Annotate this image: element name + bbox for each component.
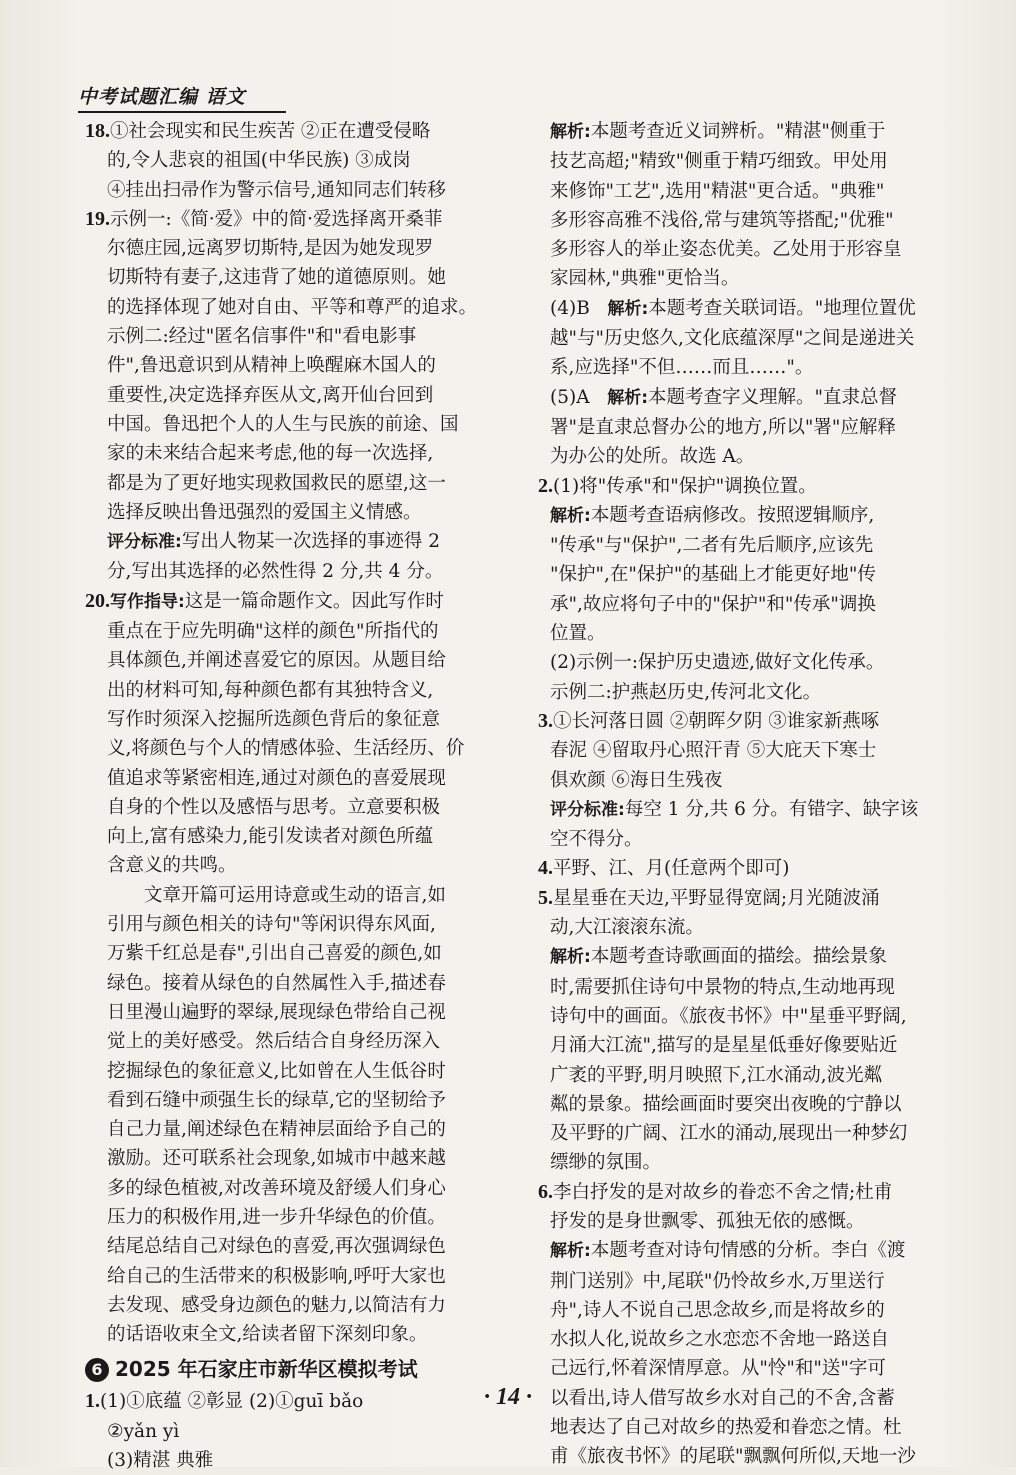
- score-label: 评分标准:: [107, 532, 182, 553]
- answer-20: [85, 587, 523, 1350]
- answer-1: [85, 1387, 523, 1475]
- section-title: 2025 年石家庄市新华区模拟考试: [115, 1357, 418, 1382]
- text-line: 示例二:经过"匿名信事件"和"看电影事: [107, 326, 417, 348]
- text-line: 系,应选择"不但……而且……"。: [550, 357, 814, 379]
- analysis-label: 解析:: [607, 387, 649, 408]
- text-line: 多形容高雅不浅俗,常与建筑等搭配;"优雅": [550, 209, 894, 231]
- text-line: (1)①底蕴 ②彰显 (2)①guī bǎo: [100, 1391, 364, 1413]
- page-header: [78, 84, 288, 114]
- text-line: 舟",诗人不说自己思念故乡,而是将故乡的: [550, 1299, 885, 1321]
- text-line: 尔德庄园,远离罗切斯特,是因为她发现罗: [107, 238, 434, 260]
- section-heading: [85, 1353, 523, 1385]
- text-line: 时,需要抓住诗句中景物的特点,生动地再现: [550, 976, 895, 998]
- answer-19: [85, 205, 523, 587]
- text-line: ①长河落日圆 ②朝晖夕阴 ③谁家新燕啄: [553, 710, 880, 732]
- header-rule: [78, 111, 286, 113]
- text-line: 选择反映出鲁迅强烈的爱国主义情感。: [107, 501, 422, 523]
- text-line: ④挂出扫帚作为警示信号,通知同志们转移: [107, 179, 446, 201]
- question-number: 2.: [538, 474, 553, 497]
- answer-1-5: [550, 383, 980, 472]
- answer-18: [85, 117, 523, 205]
- text-line: 以看出,诗人借写故乡水对自己的不舍,含蓄: [550, 1387, 895, 1409]
- text-line: "传承"与"保护",二者有先后顺序,应该先: [550, 535, 874, 557]
- text-line: 技艺高超;"精致"侧重于精巧细致。甲处用: [550, 151, 888, 173]
- text-line: 己远行,怀着深情厚意。从"怜"和"送"字可: [550, 1358, 886, 1380]
- text-line: 本题考查近义词辨析。"精湛"侧重于: [590, 121, 886, 142]
- analysis-label: 解析:: [550, 505, 591, 526]
- question-number: 4.: [538, 857, 553, 880]
- question-number: 20.: [85, 589, 110, 612]
- text-line: (2)示例一:保护历史遗迹,做好文化传承。: [550, 652, 885, 674]
- answer-2: [538, 472, 980, 707]
- text-line: 缥缈的氛围。: [550, 1152, 662, 1174]
- text-line: 本题考查字义理解。"直隶总督: [648, 386, 898, 408]
- text-line: 的选择体现了她对自由、平等和尊严的追求。: [107, 296, 478, 318]
- text-line: 看到石缝中顽强生长的绿草,它的坚韧给予: [107, 1089, 446, 1111]
- question-number: 6.: [538, 1180, 553, 1203]
- text-line: 多形容人的举止姿态优美。乙处用于形容皇: [550, 239, 902, 261]
- answer-1-4: [550, 294, 980, 383]
- answer-3: [538, 707, 980, 854]
- text-line: 及平野的广阔、江水的涌动,展现出一种梦幻: [550, 1123, 908, 1145]
- text-line: 引用与颜色相关的诗句"等闲识得东风面,: [107, 914, 436, 936]
- text-line: 抒发的是身世飘零、孤独无依的感慨。: [550, 1210, 865, 1232]
- text-line: 动,大江滚滚东流。: [550, 917, 704, 939]
- text-line: 诗句中的画面。《旅夜书怀》中"星垂平野阔,: [550, 1005, 907, 1027]
- analysis-label: 解析:: [550, 947, 591, 968]
- text-line: 值追求等紧密相连,通过对颜色的喜爱展现: [107, 767, 446, 789]
- text-line: 每空 1 分,共 6 分。有错字、缺字该: [624, 798, 919, 820]
- text-line: 李白抒发的是对故乡的眷恋不舍之情;杜甫: [553, 1181, 893, 1203]
- sub-answer: (4)B: [550, 297, 590, 319]
- text-line: 向上,富有感染力,能引发读者对颜色所蕴: [107, 826, 434, 848]
- text-line: 压力的积极作用,进一步升华绿色的价值。: [107, 1206, 446, 1228]
- text-line: 万紫千红总是春",引出自己喜爱的颜色,如: [107, 943, 442, 965]
- text-line: 广袤的平野,明月映照下,江水涌动,波光粼: [550, 1064, 883, 1086]
- text-line: 的,令人悲哀的祖国(中华民族) ③成岗: [107, 150, 411, 172]
- text-line: "保护",在"保护"的基础上才能更好地"传: [550, 564, 876, 586]
- text-line: 为办公的处所。故选 A。: [550, 446, 755, 468]
- text-line: 荆门送别》中,尾联"仍怜故乡水,万里送行: [550, 1270, 885, 1292]
- text-line: 含意义的共鸣。: [107, 855, 237, 877]
- analysis-label: 解析:: [607, 298, 649, 319]
- text-line: 挖掘绿色的象征意义,比如曾在人生低谷时: [107, 1060, 446, 1082]
- text-line: 激励。还可联系社会现象,如城市中越来越: [107, 1148, 446, 1170]
- analysis-label: 解析:: [550, 1241, 591, 1262]
- text-line: 俱欢颜 ⑥海日生残夜: [550, 769, 723, 791]
- text-line: 粼的景象。描绘画面时要突出夜晚的宁静以: [550, 1093, 902, 1115]
- text-line: (3)精湛 典雅: [107, 1450, 214, 1472]
- text-line: 中国。鲁迅把个人的人生与民族的前途、国: [107, 413, 459, 435]
- text-line: 多的绿色植被,对改善环境及舒缓人们身心: [107, 1177, 446, 1199]
- text-line: 春泥 ④留取丹心照汗青 ⑤大庇天下寒士: [550, 740, 877, 762]
- header-title: 中考试题汇编 语文: [78, 86, 246, 108]
- text-line: 都是为了更好地实现救国救民的愿望,这一: [107, 472, 446, 494]
- section-number-badge: 6: [85, 1358, 109, 1382]
- page-number: · 14 ·: [484, 1384, 532, 1410]
- analysis-1-3: [550, 117, 980, 294]
- text-line: 水拟人化,说故乡之水恋恋不舍地一路送自: [550, 1329, 889, 1351]
- analysis-label: 解析:: [550, 122, 591, 142]
- text-line: 家的未来结合起来考虑,他的每一次选择,: [107, 443, 434, 465]
- left-column: [85, 117, 523, 1475]
- question-number: 19.: [85, 207, 110, 230]
- question-number: 18.: [85, 120, 110, 142]
- text-line: 日里漫山遍野的翠绿,展现绿色带给自己视: [107, 1001, 446, 1023]
- text-line: 切斯特有妻子,这违背了她的道德原则。她: [107, 267, 446, 289]
- text-line: 示例二:护燕赵历史,传河北文化。: [550, 681, 822, 703]
- guide-label: 写作指导:: [110, 591, 185, 612]
- text-line: 署"是直隶总督办公的地方,所以"署"应解释: [550, 416, 896, 438]
- text-line: 甫《旅夜书怀》的尾联"飘飘何所似,天地一沙: [550, 1446, 916, 1468]
- text-line: 示例一:《简·爱》中的简·爱选择离开桑菲: [110, 208, 443, 230]
- text-line: 位置。: [550, 623, 606, 645]
- text-line: 空不得分。: [550, 829, 643, 851]
- text-line: 地表达了自己对故乡的热爱和眷恋之情。杜: [550, 1417, 902, 1439]
- text-line: 这是一篇命题作文。因此写作时: [184, 590, 444, 612]
- answer-5: [538, 884, 980, 1178]
- text-line: 具体颜色,并阐述喜爱它的原因。从题目给: [107, 650, 446, 672]
- sub-answer: (5)A: [550, 386, 590, 408]
- text-line: 星星垂在天边,平野显得宽阔;月光随波涌: [553, 887, 880, 909]
- text-line: 本题考查语病修改。按照逻辑顺序,: [590, 504, 875, 526]
- answer-4: [538, 854, 980, 883]
- text-line: 本题考查诗歌画面的描绘。描绘景象: [590, 946, 887, 968]
- text-line: 给自己的生活带来的积极影响,呼吁大家也: [107, 1265, 446, 1287]
- text-line: 本题考查关联词语。"地理位置优: [648, 297, 916, 319]
- text-line: 平野、江、月(任意两个即可): [553, 858, 790, 880]
- right-column: [538, 117, 980, 1472]
- question-number: 3.: [538, 709, 553, 732]
- text-line: 本题考查对诗句情感的分析。李白《渡: [590, 1240, 906, 1262]
- text-line: 分,写出其选择的必然性得 2 分,共 4 分。: [107, 561, 444, 583]
- text-line: ①社会现实和民生疾苦 ②正在遭受侵略: [110, 121, 431, 142]
- text-line: 文章开篇可运用诗意或生动的语言,如: [144, 884, 446, 906]
- text-line: 去发现、感受身边颜色的魅力,以简洁有力: [107, 1294, 446, 1316]
- question-number: 5.: [538, 886, 553, 909]
- text-line: 结尾总结自己对绿色的喜爱,再次强调绿色: [107, 1236, 446, 1258]
- text-line: 的话语收束全文,给读者留下深刻印象。: [107, 1324, 428, 1346]
- text-line: 写作时须深入挖掘所选颜色背后的象征意: [107, 708, 441, 730]
- text-line: 月涌大江流",描写的是星星低垂好像要贴近: [550, 1035, 898, 1057]
- text-line: 自身的个性以及感悟与思考。立意要积极: [107, 796, 441, 818]
- answer-6: [538, 1178, 980, 1472]
- text-line: 承",故应将句子中的"保护"和"传承"调换: [550, 593, 876, 615]
- question-number: 1.: [85, 1390, 100, 1413]
- text-line: 越"与"历史悠久,文化底蕴深厚"之间是递进关: [550, 328, 915, 350]
- text-line: 件",鲁迅意识到从精神上唤醒麻木国人的: [107, 355, 436, 377]
- text-line: 义,将颜色与个人的情感体验、生活经历、价: [107, 738, 465, 760]
- text-line: 重点在于应先明确"这样的颜色"所指代的: [107, 621, 439, 643]
- text-line: 写出人物某一次选择的事迹得 2: [181, 531, 440, 553]
- text-line: 重要性,决定选择弃医从文,离开仙台回到: [107, 384, 434, 406]
- text-line: ②yǎn yì: [107, 1420, 180, 1442]
- text-line: 绿色。接着从绿色的自然属性入手,描述春: [107, 972, 446, 994]
- text-line: 家园林,"典雅"更恰当。: [550, 268, 740, 290]
- text-line: 来修饰"工艺",选用"精湛"更合适。"典雅": [550, 180, 885, 202]
- text-line: 出的材料可知,每种颜色都有其独特含义,: [107, 679, 434, 701]
- text-line: (1)将"传承"和"保护"调换位置。: [553, 475, 817, 497]
- text-line: 自己力量,阐述绿色在精神层面给予自己的: [107, 1119, 446, 1141]
- text-line: 觉上的美好感受。然后结合自身经历深入: [107, 1031, 441, 1053]
- score-label: 评分标准:: [550, 799, 625, 820]
